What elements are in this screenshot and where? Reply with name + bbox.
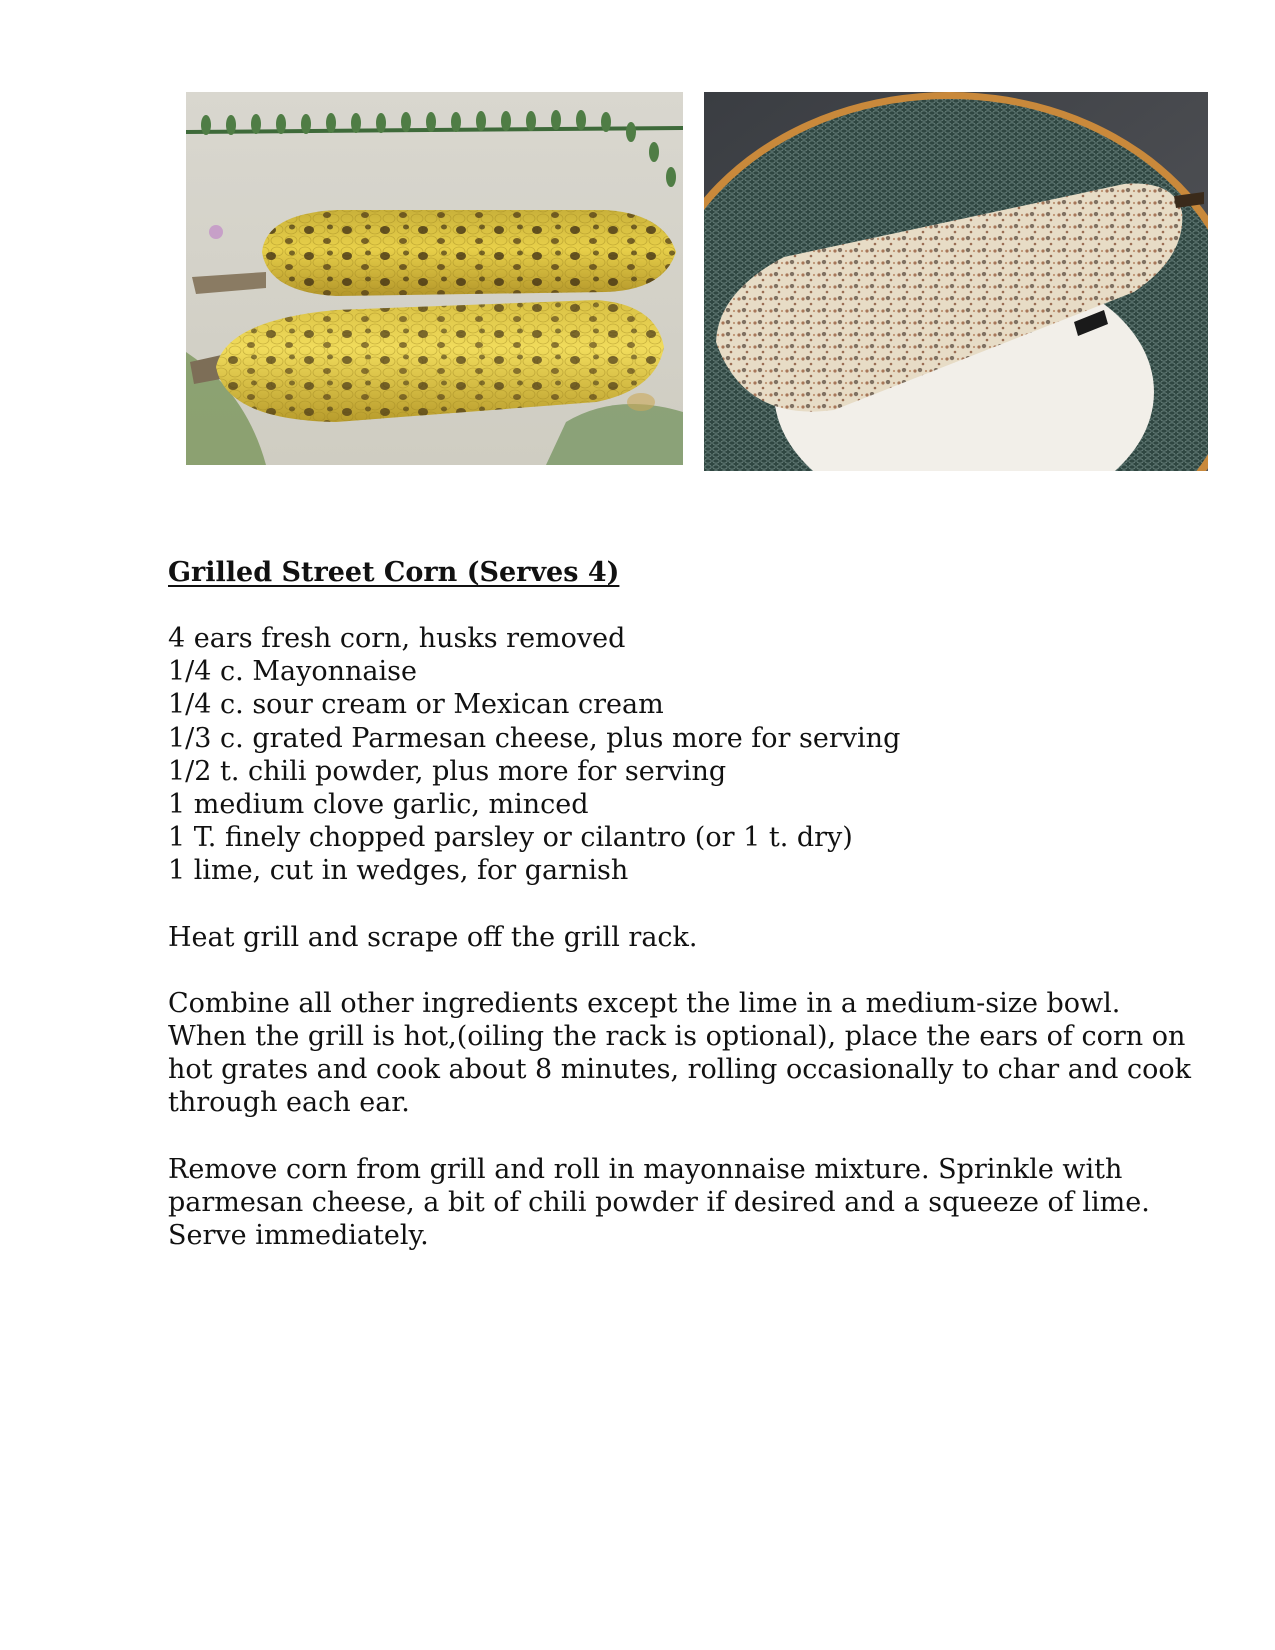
step-line: Remove corn from grill and roll in mayonnaise mixture. Sprinkle with xyxy=(168,1153,1123,1185)
step-line: through each ear. xyxy=(168,1087,410,1119)
ingredient-item: 1/3 c. grated Parmesan cheese, plus more for serving xyxy=(168,722,901,754)
ingredient-item: 1 lime, cut in wedges, for garnish xyxy=(168,855,629,887)
step-line: hot grates and cook about 8 minutes, rolling occasionally to char and cook xyxy=(168,1054,1192,1086)
step-combine-and-grill xyxy=(168,987,1192,1120)
grilled-corn-photo xyxy=(186,92,683,465)
street-corn-on-plate-photo xyxy=(704,92,1208,471)
recipe-title: Grilled Street Corn (Serves 4) xyxy=(168,557,620,588)
recipe xyxy=(168,556,1192,1252)
ingredient-item: 1/2 t. chili powder, plus more for serving xyxy=(168,755,727,787)
ingredient-list xyxy=(168,622,1168,888)
step-line: parmesan cheese, a bit of chili powder if desired and a squeeze of lime. xyxy=(168,1186,1150,1218)
grilled-corn-on-platter-photo xyxy=(186,92,683,465)
ingredient-item: 1 medium clove garlic, minced xyxy=(168,789,589,821)
ingredient-item: 4 ears fresh corn, husks removed xyxy=(168,623,626,654)
step-line: When the grill is hot,(oiling the rack is optional), place the ears of corn on xyxy=(168,1021,1186,1053)
step-heat-grill xyxy=(168,921,1168,954)
step-line: Combine all other ingredients except the lime in a medium-size bowl. xyxy=(168,987,1121,1019)
ingredient-item: 1 T. finely chopped parsley or cilantro (or 1 t. dry) xyxy=(168,822,853,854)
ingredient-item: 1/4 c. sour cream or Mexican cream xyxy=(168,689,664,721)
step-line: Heat grill and scrape off the grill rack. xyxy=(168,921,698,953)
ingredient-item: 1/4 c. Mayonnaise xyxy=(168,656,417,688)
step-line: Serve immediately. xyxy=(168,1220,429,1252)
street-corn-photo xyxy=(704,92,1208,471)
step-coat-and-serve xyxy=(168,1153,1168,1253)
